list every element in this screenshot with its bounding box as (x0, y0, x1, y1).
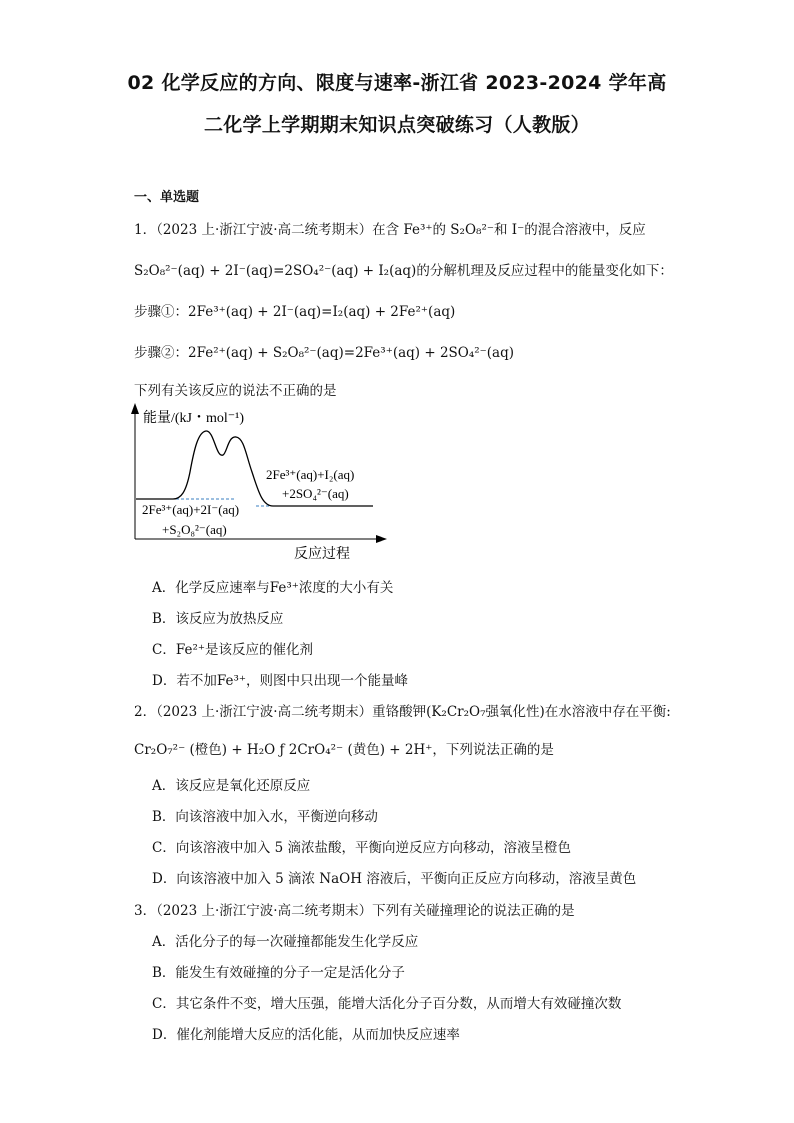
q2-option-a: A．该反应是氧化还原反应 (152, 778, 311, 794)
x-axis-arrow (376, 535, 387, 543)
q1-option-a: A．化学反应速率与Fe³⁺浓度的大小有关 (152, 580, 394, 596)
document-title-line-2: 二化学上学期期末知识点突破练习（人教版） (203, 114, 590, 136)
q3-option-a: A．活化分子的每一次碰撞都能发生化学反应 (152, 934, 419, 950)
q3-option-b: B．能发生有效碰撞的分子一定是活化分子 (152, 965, 405, 981)
q1-reaction: S₂O₈²⁻(aq) + 2I⁻(aq)=2SO₄²⁻(aq) + I₂(aq)的分解机理及反应过程中的能量变化如下： (134, 263, 673, 279)
x-axis-label: 反应过程 (294, 547, 350, 562)
document-title-line-1: 02 化学反应的方向、限度与速率-浙江省 2023-2024 学年高 (127, 72, 667, 94)
q1-option-d: D．若不加Fe³⁺，则图中只出现一个能量峰 (152, 673, 408, 689)
q3-stem: 3．（2023 上·浙江宁波·高二统考期末）下列有关碰撞理论的说法正确的是 (134, 903, 575, 919)
q1-option-c: C．Fe²⁺是该反应的催化剂 (152, 642, 313, 658)
q1-step1: 步骤①：2Fe³⁺(aq) + 2I⁻(aq)=I₂(aq) + 2Fe²⁺(aq) (134, 304, 456, 320)
q3-option-c: C．其它条件不变，增大压强，能增大活化分子百分数，从而增大有效碰撞次数 (152, 996, 622, 1012)
q2-equation: Cr₂O₇²⁻ (橙色) + H₂O ƒ 2CrO₄²⁻ (黄色) + 2H⁺，下列说法正确的是 (134, 742, 554, 758)
y-axis-label: 能量/(kJ・mol⁻¹) (143, 411, 245, 426)
energy-profile-diagram (118, 400, 398, 570)
reactant-label-line-1: 2Fe³⁺(aq)+2I⁻(aq) (142, 502, 240, 517)
q2-option-b: B．向该溶液中加入水，平衡逆向移动 (152, 809, 378, 825)
section-heading: 一、单选题 (134, 190, 200, 205)
reactant-label-line-2: +S₂O₈²⁻(aq) (162, 522, 227, 537)
q3-option-d: D．催化剂能增大反应的活化能，从而加快反应速率 (152, 1027, 460, 1043)
q1-prompt: 下列有关该反应的说法不正确的是 (134, 383, 337, 399)
q1-option-b: B．该反应为放热反应 (152, 611, 284, 627)
q2-option-c: C．向该溶液中加入 5 滴浓盐酸，平衡向逆反应方向移动，溶液呈橙色 (152, 840, 572, 856)
y-axis-arrow (131, 403, 139, 414)
q2-stem: 2．（2023 上·浙江宁波·高二统考期末）重铬酸钾(K₂Cr₂O₇强氧化性)在水溶液中存在平衡: (134, 704, 671, 720)
product-label-line-1: 2Fe³⁺(aq)+I₂(aq) (266, 467, 355, 482)
q1-step2: 步骤②：2Fe²⁺(aq) + S₂O₈²⁻(aq)=2Fe³⁺(aq) + 2SO₄²⁻(aq) (134, 345, 515, 361)
q2-option-d: D．向该溶液中加入 5 滴浓 NaOH 溶液后，平衡向正反应方向移动，溶液呈黄色 (152, 871, 637, 887)
product-label-line-2: +2SO₄²⁻(aq) (282, 486, 349, 501)
q1-stem: 1．（2023 上·浙江宁波·高二统考期末）在含 Fe³⁺的 S₂O₈²⁻和 I⁻的混合溶液中，反应 (134, 222, 646, 238)
